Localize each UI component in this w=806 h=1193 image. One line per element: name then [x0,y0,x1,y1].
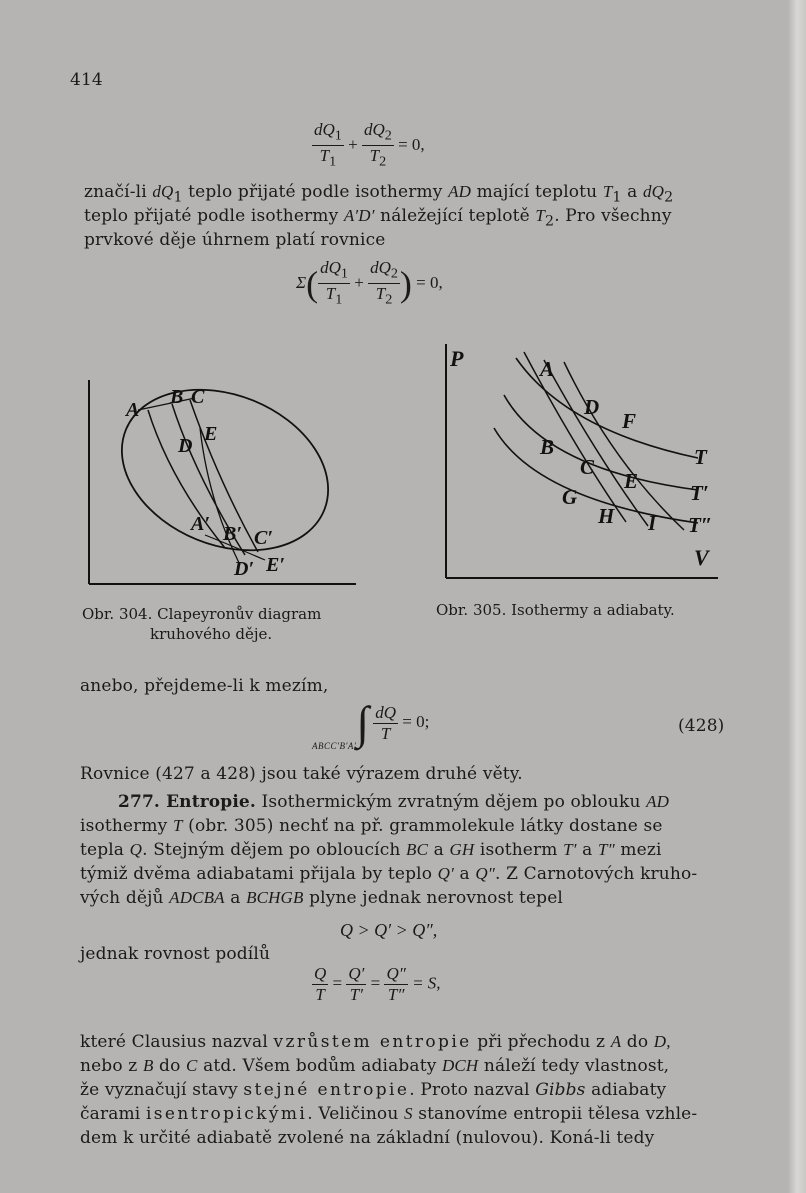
label-d-prime: D′ [234,558,255,580]
label-a: A [540,357,555,381]
label-a-prime: A′ [191,513,210,535]
label-a: A [126,399,140,421]
label-d: D [178,435,193,457]
text-line: teplo přijaté podle isothermy A′D′ náležející teplotě $T_2$. Pro všechny [84,206,672,230]
label-v: V [694,545,709,570]
text-line: Rovnice (427 a 428) jsou také výrazem druhé věty. [80,764,523,784]
text-line: anebo, přejdeme-li k mezím, [80,676,329,696]
label-f: F [622,409,637,433]
figure-304-clapeyron-diagram [80,370,370,595]
text-line: tepla Q. Stejným dějem po obloucích BC a GH isotherm T′ a T″ mezi [80,840,662,860]
adiabat-2 [544,360,648,526]
label-i: I [648,511,657,535]
label-d: D [584,395,600,419]
emphasis: isentropickými [145,1104,308,1124]
equation-428: $_{ABCC'B'A'}$∫ $\frac{dQ}{T}$ = 0; [312,697,430,751]
label-h: H [598,504,615,528]
label-t-double-prime: T″ [688,513,713,537]
text-line: dem k určité adiabatě zvolené na základní (nulovou). Koná-li tedy [80,1128,655,1148]
page-number: 414 [70,70,103,90]
label-t: T [694,445,707,469]
text-line: čarami isentropickými. Veličinou S stanovíme entropii tělesa vzhle- [80,1104,698,1124]
text-line: prvkové děje úhrnem platí rovnice [84,230,386,250]
equation-inequality: Q > Q′ > Q″, [340,920,438,940]
label-e: E [624,469,639,493]
label-g: G [562,485,578,509]
label-b: B [540,435,555,459]
figure-305-caption: Obr. 305. Isothermy a adiabaty. [436,601,675,619]
text-line: 277. Entropie. Isothermickým zvratným dějem po oblouku AD [118,792,670,812]
figure-304-caption-line1: Obr. 304. Clapeyronův diagram [82,605,322,623]
label-e: E [204,423,218,445]
label-b-prime: B′ [223,523,242,545]
figure-305-isotherms-adiabats [436,340,736,585]
section-heading: 277. Entropie. [118,792,256,812]
equation-entropy-ratio: $\frac{Q}{T}$ = $\frac{Q'}{T'}$ = $\frac{Q''}{T''}$ = S, [314,964,441,1004]
label-b: B [170,386,184,408]
label-c: C [580,455,595,479]
figure-304-caption-line2: kruhového děje. [150,625,273,643]
text-line: týmiž dvěma adiabatami přijala by teplo Q′ a Q″. Z Carnotových kruho- [80,864,698,884]
label-e-prime: E′ [266,554,285,576]
text-line: značí-li $dQ_1$ teplo přijaté podle isothermy AD mající teplotu $T_1$ a $dQ_2$ [84,182,674,206]
emphasis: stejné entropie [243,1080,410,1100]
label-c: C [191,386,205,408]
label-c-prime: C′ [254,527,273,549]
equation-427: $\frac{dQ_1}{T_1}$ + $\frac{dQ_2}{T_2}$ = 0, [314,120,425,170]
adiabat-3 [564,362,684,530]
text-line: isothermy T (obr. 305) nechť na př. grammolekule látky dostane se [80,816,663,836]
label-p: P [450,346,464,371]
page-edge [788,0,806,1193]
text-line: jednak rovnost podílů [80,944,271,964]
text-line: vých dějů ADCBA a BCHGB plyne jednak nerovnost tepel [80,888,563,908]
isotherm-t-prime [504,395,698,490]
text-line: které Clausius nazval vzrůstem entropie při přechodu z A do D, [80,1032,671,1052]
equation-number: (428) [678,716,725,736]
text-line: že vyznačují stavy stejné entropie. Proto nazval Gibbs adiabaty [80,1080,667,1100]
text-line: nebo z B do C atd. Všem bodům adiabaty DCH náleží tedy vlastnost, [80,1056,670,1076]
emphasis: vzrůstem entropie [273,1032,472,1052]
label-t-prime: T′ [690,481,709,505]
equation-sum: Σ( $\frac{dQ_1}{T_1}$ + $\frac{dQ_2}{T_2}$ ) = 0, [296,258,443,308]
